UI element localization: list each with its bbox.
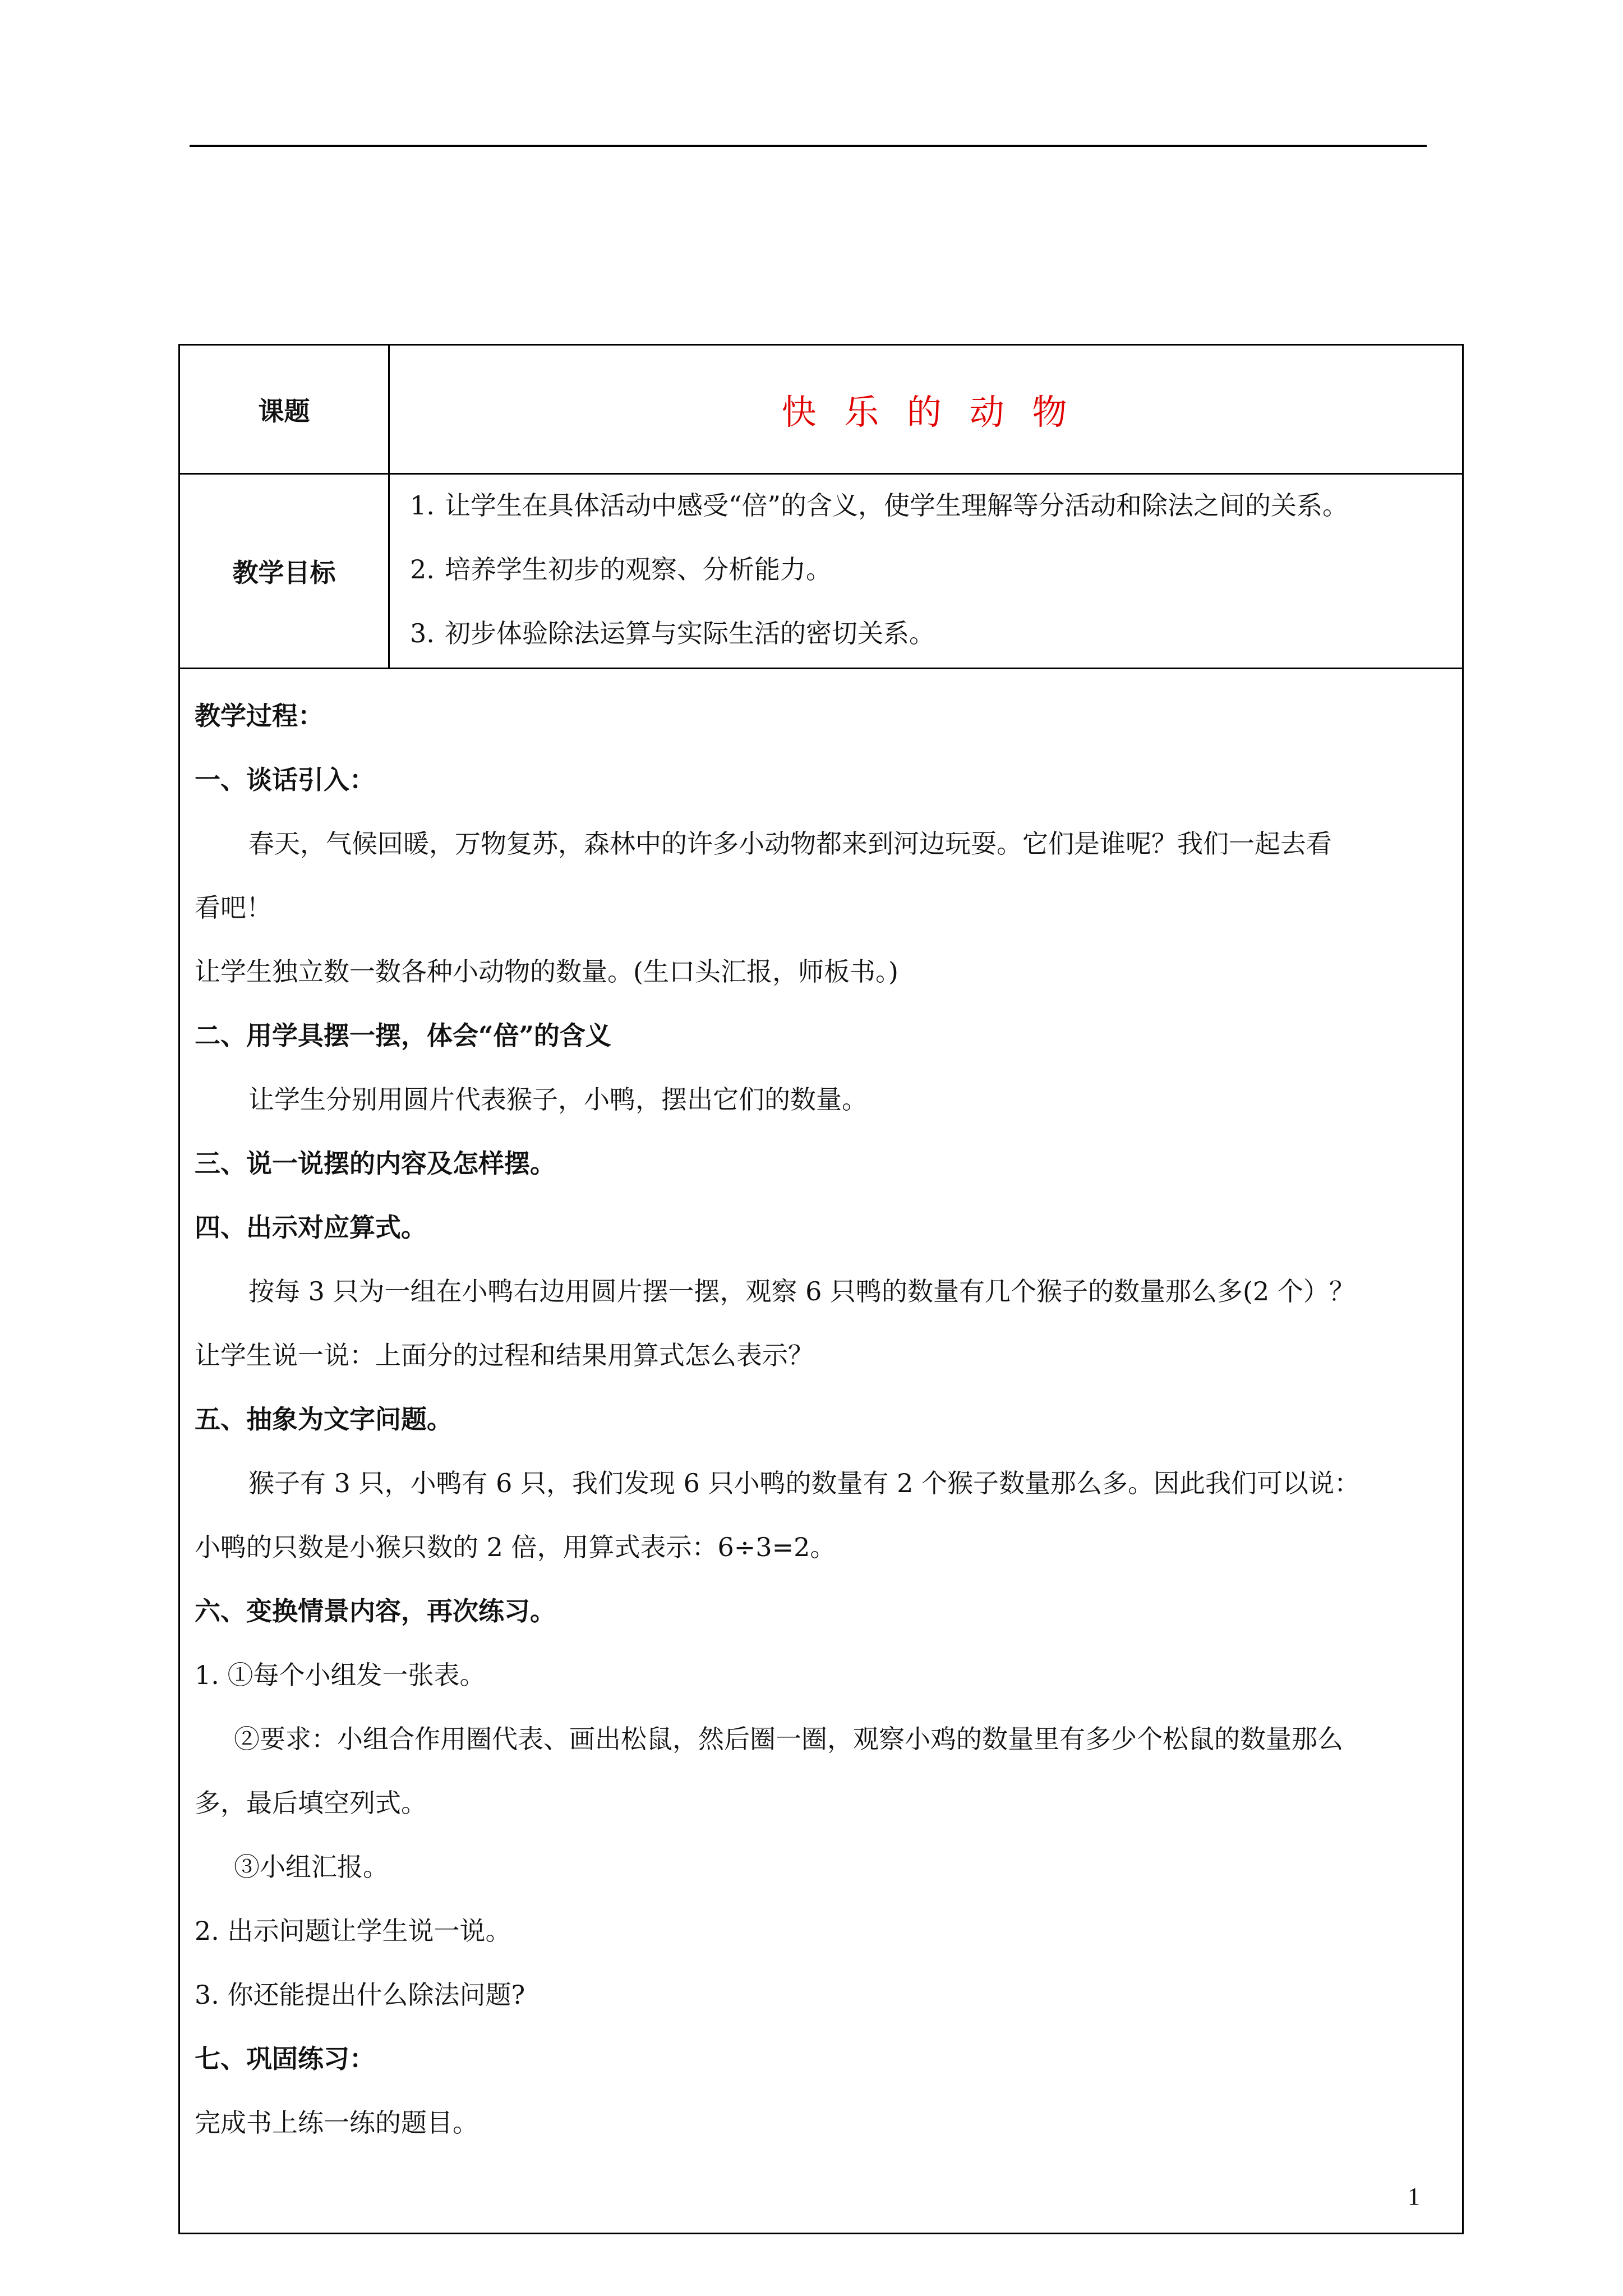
section-title-formula: 四、出示对应算式。 <box>195 1212 427 1243</box>
paragraph: 看吧！ <box>195 892 272 923</box>
lesson-plan-table <box>178 344 1464 2234</box>
section-title-manipulatives: 二、用学具摆一摆，体会“倍”的含义 <box>195 1020 611 1051</box>
goal-number: 1. <box>410 490 435 521</box>
goal-number: 3. <box>410 618 435 648</box>
header-rule <box>190 145 1427 147</box>
title-cell <box>390 346 1462 473</box>
list-item: ③小组汇报。 <box>234 1852 389 1882</box>
goal-item <box>410 489 1462 553</box>
goal-item <box>410 553 1462 617</box>
goal-number: 2. <box>410 554 435 585</box>
list-item: 3. 你还能提出什么除法问题? <box>195 1980 525 2010</box>
goal-text: 初步体验除法运算与实际生活的密切关系。 <box>445 618 935 648</box>
goal-text: 让学生在具体活动中感受“倍”的含义，使学生理解等分活动和除法之间的关系。 <box>445 490 1349 521</box>
paragraph: 让学生说一说：上面分的过程和结果用算式怎么表示？ <box>195 1340 814 1370</box>
paragraph: 多，最后填空列式。 <box>195 1788 427 1818</box>
teaching-process <box>180 669 1462 2155</box>
page-number: 1 <box>1408 2183 1420 2210</box>
process-heading: 教学过程： <box>195 701 324 731</box>
title-label: 课题 <box>180 346 390 473</box>
section-title-consolidate: 七、巩固练习： <box>195 2044 375 2074</box>
paragraph: 完成书上练一练的题目。 <box>195 2108 478 2138</box>
goals-cell <box>390 475 1462 668</box>
section-title-practice: 六、变换情景内容，再次练习。 <box>195 1596 556 1626</box>
list-item: 2. 出示问题让学生说一说。 <box>195 1916 511 1946</box>
goal-text: 培养学生初步的观察、分析能力。 <box>445 554 832 585</box>
paragraph: 按每 3 只为一组在小鸭右边用圆片摆一摆，观察 6 只鸭的数量有几个猴子的数量那么多(2 个）？ <box>248 1276 1355 1306</box>
paragraph: 猴子有 3 只，小鸭有 6 只，我们发现 6 只小鸭的数量有 2 个猴子数量那么多。因此我们可以说： <box>248 1468 1361 1498</box>
paragraph: 让学生分别用圆片代表猴子，小鸭，摆出它们的数量。 <box>248 1084 868 1115</box>
list-item: 1. ①每个小组发一张表。 <box>195 1660 486 1690</box>
paragraph: 小鸭的只数是小猴只数的 2 倍，用算式表示：6÷3=2。 <box>195 1532 836 1562</box>
goals-row <box>180 475 1462 669</box>
lesson-title: 快 乐 的 动 物 <box>781 392 1071 432</box>
list-item: ②要求：小组合作用圈代表、画出松鼠，然后圈一圈，观察小鸡的数量里有多少个松鼠的数量那么 <box>234 1724 1343 1754</box>
section-title-explain: 三、说一说摆的内容及怎样摆。 <box>195 1148 556 1179</box>
paragraph: 让学生独立数一数各种小动物的数量。(生口头汇报，师板书。) <box>195 956 898 987</box>
title-row <box>180 346 1462 475</box>
section-title-intro: 一、谈话引入： <box>195 765 375 795</box>
section-title-abstract: 五、抽象为文字问题。 <box>195 1404 453 1434</box>
goals-label: 教学目标 <box>180 475 390 668</box>
paragraph: 春天，气候回暖，万物复苏，森林中的许多小动物都来到河边玩耍。它们是谁呢？我们一起去看 <box>248 829 1332 859</box>
